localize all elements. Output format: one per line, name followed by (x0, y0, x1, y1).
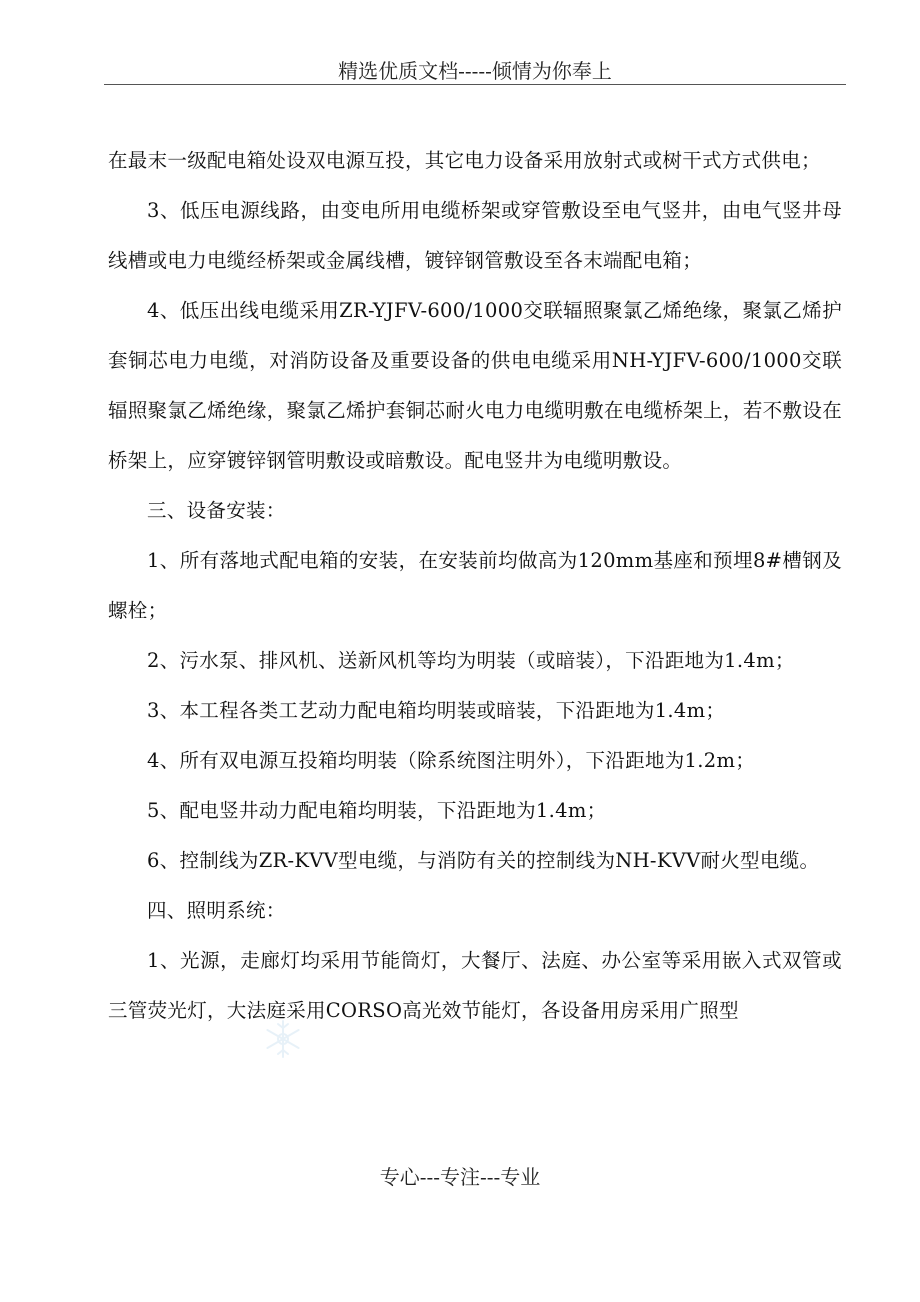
paragraph-outgoing-cables: 4、低压出线电缆采用ZR-YJFV-600/1000交联辐照聚氯乙烯绝缘，聚氯乙烯护套铜芯电力电缆，对消防设备及重要设备的供电电缆采用NH-YJFV-600/1000交联辐照聚氯乙烯绝缘，聚氯乙烯护套铜芯耐火电力电缆明敷在电缆桥架上，若不敷设在桥架上，应穿镀锌钢管明敷设或暗敷设。配电竖井为电缆明敷设。 (108, 299, 842, 472)
page-footer: 专心---专注---专业 (379, 1165, 541, 1189)
paragraph-dual-power-boxes: 4、所有双电源互投箱均明装（除系统图注明外），下沿距地为1.2m； (147, 749, 756, 772)
header-rule (104, 84, 846, 85)
paragraph-shaft-power-boxes: 5、配电竖井动力配电箱均明装，下沿距地为1.4m； (147, 799, 607, 822)
paragraph-power-boxes: 3、本工程各类工艺动力配电箱均明装或暗装，下沿距地为1.4m； (147, 699, 726, 722)
paragraph-control-cables: 6、控制线为ZR-KVV型电缆，与消防有关的控制线为NH-KVV耐火型电缆。 (147, 849, 820, 872)
paragraph-low-voltage-lines: 3、低压电源线路，由变电所用电缆桥架或穿管敷设至电气竖井，由电气竖井母线槽或电力电缆经桥架或金属线槽，镀锌钢管敷设至各末端配电箱； (108, 199, 842, 272)
section-heading-equipment-installation: 三、设备安装： (147, 499, 286, 522)
paragraph-continued: 在最末一级配电箱处设双电源互投，其它电力设备采用放射式或树干式方式供电； (108, 149, 821, 172)
page-header: 精选优质文档-----倾情为你奉上 (338, 59, 612, 83)
document-body (108, 136, 842, 1036)
paragraph-floor-distribution-boxes: 1、所有落地式配电箱的安装，在安装前均做高为120mm基座和预埋8#槽钢及螺栓； (108, 549, 842, 622)
paragraph-pumps-fans: 2、污水泵、排风机、送新风机等均为明装（或暗装），下沿距地为1.4m； (147, 649, 795, 672)
snowflake-watermark-icon (262, 1018, 304, 1060)
section-heading-lighting-system: 四、照明系统： (147, 899, 286, 922)
paragraph-light-sources: 1、光源，走廊灯均采用节能筒灯，大餐厅、法庭、办公室等采用嵌入式双管或三管荧光灯，大法庭采用CORSO高光效节能灯，各设备用房采用广照型 (108, 949, 842, 1022)
